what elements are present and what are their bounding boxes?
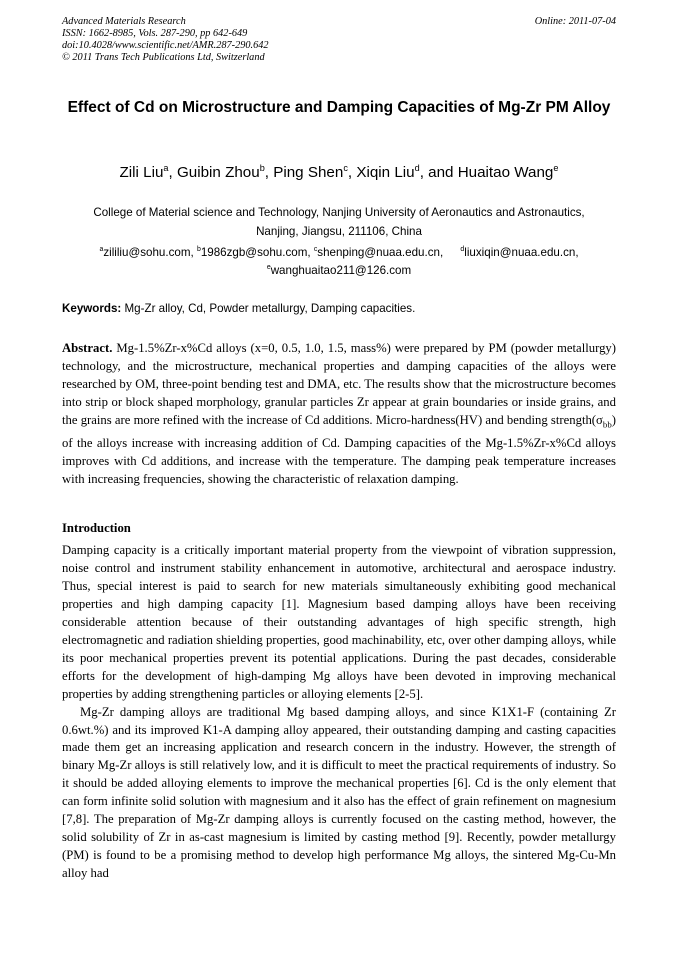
affiliation-line: College of Material science and Technology, Nanjing University of Aeronautics and Astronautics, — [93, 206, 585, 219]
author-separator: , — [264, 164, 274, 181]
paragraph: Damping capacity is a critically important material property from the viewpoint of vibration suppression, noise control and instrument stability enhancement in automotive, architectural and aerospace industry. Thus, special interest is paid to search for new materials simultaneously exhibiting good mechanical properties and high damping capacity [1]. Magnesium based damping alloys have been receiving considerable attention because of their outstanding advantages of high specific strength, high electromagnetic and radiation shielding properties, good machinability, etc, over other damping alloys, while its poor mechanical properties prevent its potential applications. During the past decades, considerable efforts for the development of high-damping Mg alloys have been devoted in improving mechanical properties by adding strengthening particles or alloying elements [2-5]. — [62, 543, 616, 701]
author-affil-mark: c — [343, 162, 348, 173]
author-name: Ping Shen — [273, 164, 344, 181]
paper-title: Effect of Cd on Microstructure and Damping Capacities of Mg-Zr PM Alloy — [67, 99, 611, 116]
keywords — [62, 301, 616, 317]
author-separator: , — [168, 164, 177, 181]
online-date: Online: 2011-07-04 — [534, 16, 616, 27]
copyright-line: © 2011 Trans Tech Publications Ltd, Switzerland — [62, 52, 265, 63]
email-mark: d — [460, 246, 465, 254]
author-name: Guibin Zhou — [176, 164, 260, 181]
introduction-body — [62, 542, 616, 883]
email-mark: a — [99, 246, 104, 254]
author-affil-mark: b — [259, 162, 265, 173]
doi-line: doi:10.4028/www.scientific.net/AMR.287-290.642 — [62, 40, 269, 51]
author-list — [62, 163, 616, 183]
email-mark: e — [266, 264, 271, 272]
paragraph: Mg-Zr damping alloys are traditional Mg based damping alloys, and since K1X1-F (containing Zr 0.6wt.%) and its improved K1-A damping alloy appeared, their outstanding damping and casting capacities made them get an increasing application and research concern in the industry. However, the strength of binary Mg-Zr alloys is still relatively low, and it is difficult to meet the practical requirements of industry. So it should be added alloying elements to improve the mechanical properties [6]. Cd is the only element that can form infinite solid solution with magnesium and it also has the effect of grain refinement on magnesium [7,8]. The preparation of Mg-Zr damping alloys is currently focused on the casting method, however, the solid solubility of Zr in as-cast magnesium is limited by casting method [9]. Recently, powder metallurgy (PM) is found to be a promising method to develop high performance Mg alloys, the sintered Mg-Cu-Mn alloy had — [62, 704, 616, 881]
author-name: Huaitao Wang — [457, 164, 554, 181]
author-affil-mark: a — [163, 162, 169, 173]
abstract-label: Abstract. — [62, 341, 113, 355]
author-name: Zili Liu — [119, 164, 164, 181]
email-link[interactable]: zililiu@sohu.com, — [103, 246, 194, 259]
author-separator: , and — [419, 164, 458, 181]
email-line — [62, 262, 616, 280]
issn-line: ISSN: 1662-8985, Vols. 287-290, pp 642-649 — [62, 28, 248, 39]
author-emails — [62, 244, 616, 280]
email-mark: c — [313, 246, 318, 254]
author-affil-mark: e — [553, 162, 559, 173]
abstract — [62, 339, 616, 488]
section-heading-introduction: Introduction — [62, 521, 131, 535]
email-mark: b — [196, 246, 201, 254]
email-link[interactable]: liuxiqin@nuaa.edu.cn, — [464, 246, 579, 259]
sigma-symbol: σ — [596, 413, 603, 427]
email-link[interactable]: 1986zgb@sohu.com, — [200, 246, 311, 259]
journal-header — [62, 16, 616, 64]
affiliation-line: Nanjing, Jiangsu, 211106, China — [256, 225, 422, 238]
author-affil-mark: d — [414, 162, 420, 173]
email-link[interactable]: shenping@nuaa.edu.cn, — [317, 246, 444, 259]
keywords-label: Keywords: — [62, 302, 122, 315]
affiliation — [62, 203, 616, 241]
abstract-text: Mg-1.5%Zr-x%Cd alloys (x=0, 0.5, 1.0, 1.5, mass%) were prepared by PM (powder metallurgy) technology, and the microstructure, mechanical properties and damping capacities of the alloys were researched by OM, three-point bending test and DMA, etc. The results show that the microstructure becomes into strip or block shaped morphology, granular particles Zr appear at grain boundaries or inside grains, and the grains are more refined with the increase of Cd additions. Micro-hardness(HV) and bending strength( — [62, 341, 616, 427]
email-line — [62, 244, 616, 262]
email-link[interactable]: wanghuaitao211@126.com — [270, 264, 412, 277]
keywords-text: Mg-Zr alloy, Cd, Powder metallurgy, Damping capacities. — [124, 302, 416, 315]
journal-name: Advanced Materials Research — [62, 16, 186, 27]
author-separator: , — [347, 164, 357, 181]
abstract-text: ) of the alloys increase with increasing addition of Cd. Damping capacities of the Mg-1.5%Zr-x%Cd alloys improves with Cd additions, and increase with the temperature. The damping peak temperature increases with increasing frequencies, showing the characteristic of relaxation damping. — [62, 413, 616, 486]
author-name: Xiqin Liu — [356, 164, 415, 181]
sigma-subscript: bb — [602, 419, 612, 430]
